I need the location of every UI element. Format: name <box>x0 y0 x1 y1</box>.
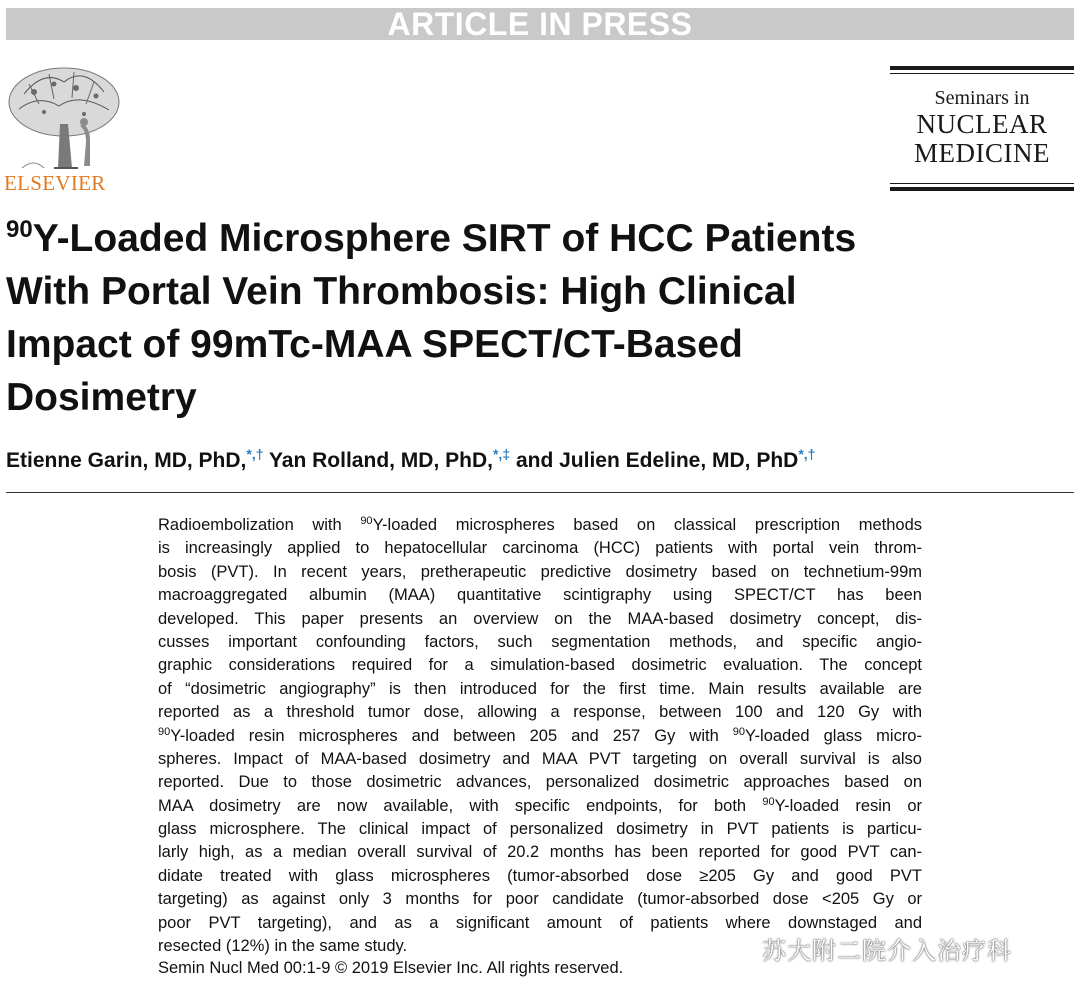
journal-rule-bottom-thin <box>890 183 1074 184</box>
journal-line-1: Seminars in <box>934 87 1030 109</box>
wechat-watermark <box>720 932 1060 968</box>
tree-icon <box>4 64 126 172</box>
abstract-line: cusses important confounding factors, such segmentation methods, and specific angio- <box>158 632 922 651</box>
abstract-text: Y-loaded resin microspheres and between 205 and 257 Gy with <box>170 726 733 745</box>
abstract-line: glass microsphere. The clinical impact of personalized dosimetry in PVT patients is particu- <box>158 820 922 839</box>
isotope-superscript: 90 <box>732 725 746 738</box>
wechat-icon <box>720 936 756 966</box>
author-name: Etienne Garin, MD, PhD, <box>6 449 247 472</box>
author-affiliation-marks[interactable]: *,† <box>798 446 816 462</box>
abstract-line: resected (12%) in the same study. <box>158 937 408 956</box>
abstract-line: reported. Due to those dosimetric advances, personalized dosimetric approaches based on <box>158 773 922 792</box>
title-isotope-superscript: 90 <box>6 216 33 243</box>
abstract-line <box>158 725 922 748</box>
abstract-line: targeting) as against only 3 months for poor candidate (tumor-absorbed dose <205 Gy or <box>158 890 922 909</box>
abstract-line: developed. This paper presents an overview on the MAA-based dosimetry concept, dis- <box>158 609 922 628</box>
abstract-text: Y-loaded resin or <box>774 796 922 815</box>
abstract-line: didate treated with glass microspheres (tumor-absorbed dose ≥205 Gy and good PVT <box>158 866 922 885</box>
watermark-text: 苏大附二院介入治疗科 <box>762 937 1012 965</box>
article-title <box>6 212 1066 424</box>
abstract-line: poor PVT targeting), and as a significant amount of patients where downstaged and <box>158 913 922 932</box>
title-line-4: Dosimetry <box>6 376 197 419</box>
abstract-line <box>158 514 922 537</box>
banner-text: ARTICLE IN PRESS <box>387 6 693 42</box>
journal-rule-bottom <box>890 187 1074 191</box>
author-list <box>6 444 1066 478</box>
abstract-line: is increasingly applied to hepatocellular carcinoma (HCC) patients with portal vein throm- <box>158 539 922 558</box>
title-line-1: Y-Loaded Microsphere SIRT of HCC Patients <box>32 217 857 260</box>
abstract-line: larly high, as a median overall survival of 20.2 months has been reported for good PVT can- <box>158 843 922 862</box>
abstract-line: graphic considerations required for a simulation-based dosimetric evaluation. The concept <box>158 656 922 675</box>
isotope-superscript: 90 <box>762 795 775 808</box>
article-in-press-banner <box>6 8 1074 40</box>
journal-line-2: NUCLEAR <box>916 109 1048 139</box>
journal-rule-top-thin <box>890 73 1074 74</box>
abstract <box>158 514 922 958</box>
abstract-text: Y-loaded glass micro- <box>745 726 922 745</box>
author-affiliation-marks[interactable]: *,† <box>246 446 264 462</box>
citation-line: Semin Nucl Med 00:1-9 © 2019 Elsevier Inc. All rights reserved. <box>158 959 624 977</box>
abstract-line <box>158 795 922 818</box>
abstract-line: macroaggregated albumin (MAA) quantitative scintigraphy using SPECT/CT has been <box>158 586 922 605</box>
abstract-line: bosis (PVT). In recent years, pretherapeutic predictive dosimetry based on technetium-99m <box>158 562 922 581</box>
abstract-line: reported as a threshold tumor dose, allowing a response, between 100 and 120 Gy with <box>158 703 922 722</box>
isotope-superscript: 90 <box>158 725 171 738</box>
author-name: and Julien Edeline, MD, PhD <box>510 449 799 472</box>
abstract-text: Y-loaded microspheres based on classical prescription methods <box>372 516 922 534</box>
header-divider <box>6 492 1074 493</box>
title-line-3: Impact of 99mTc-MAA SPECT/CT-Based <box>6 323 743 366</box>
journal-rule-top <box>890 66 1074 70</box>
author-affiliation-marks[interactable]: *,‡ <box>492 446 511 462</box>
elsevier-wordmark: ELSEVIER <box>4 171 106 195</box>
abstract-line: of “dosimetric angiography” is then introduced for the first time. Main results available are <box>158 679 922 698</box>
author-name: Yan Rolland, MD, PhD, <box>263 449 493 472</box>
isotope-superscript: 90 <box>360 515 373 527</box>
journal-line-3: MEDICINE <box>914 138 1050 168</box>
journal-name <box>890 86 1074 168</box>
abstract-text: Radioembolization with <box>158 516 361 534</box>
abstract-text: MAA dosimetry are now available, with specific endpoints, for both <box>158 796 763 815</box>
abstract-line: spheres. Impact of MAA-based dosimetry and MAA PVT targeting on overall survival is also <box>158 749 922 768</box>
title-line-2: With Portal Vein Thrombosis: High Clinical <box>6 270 797 313</box>
